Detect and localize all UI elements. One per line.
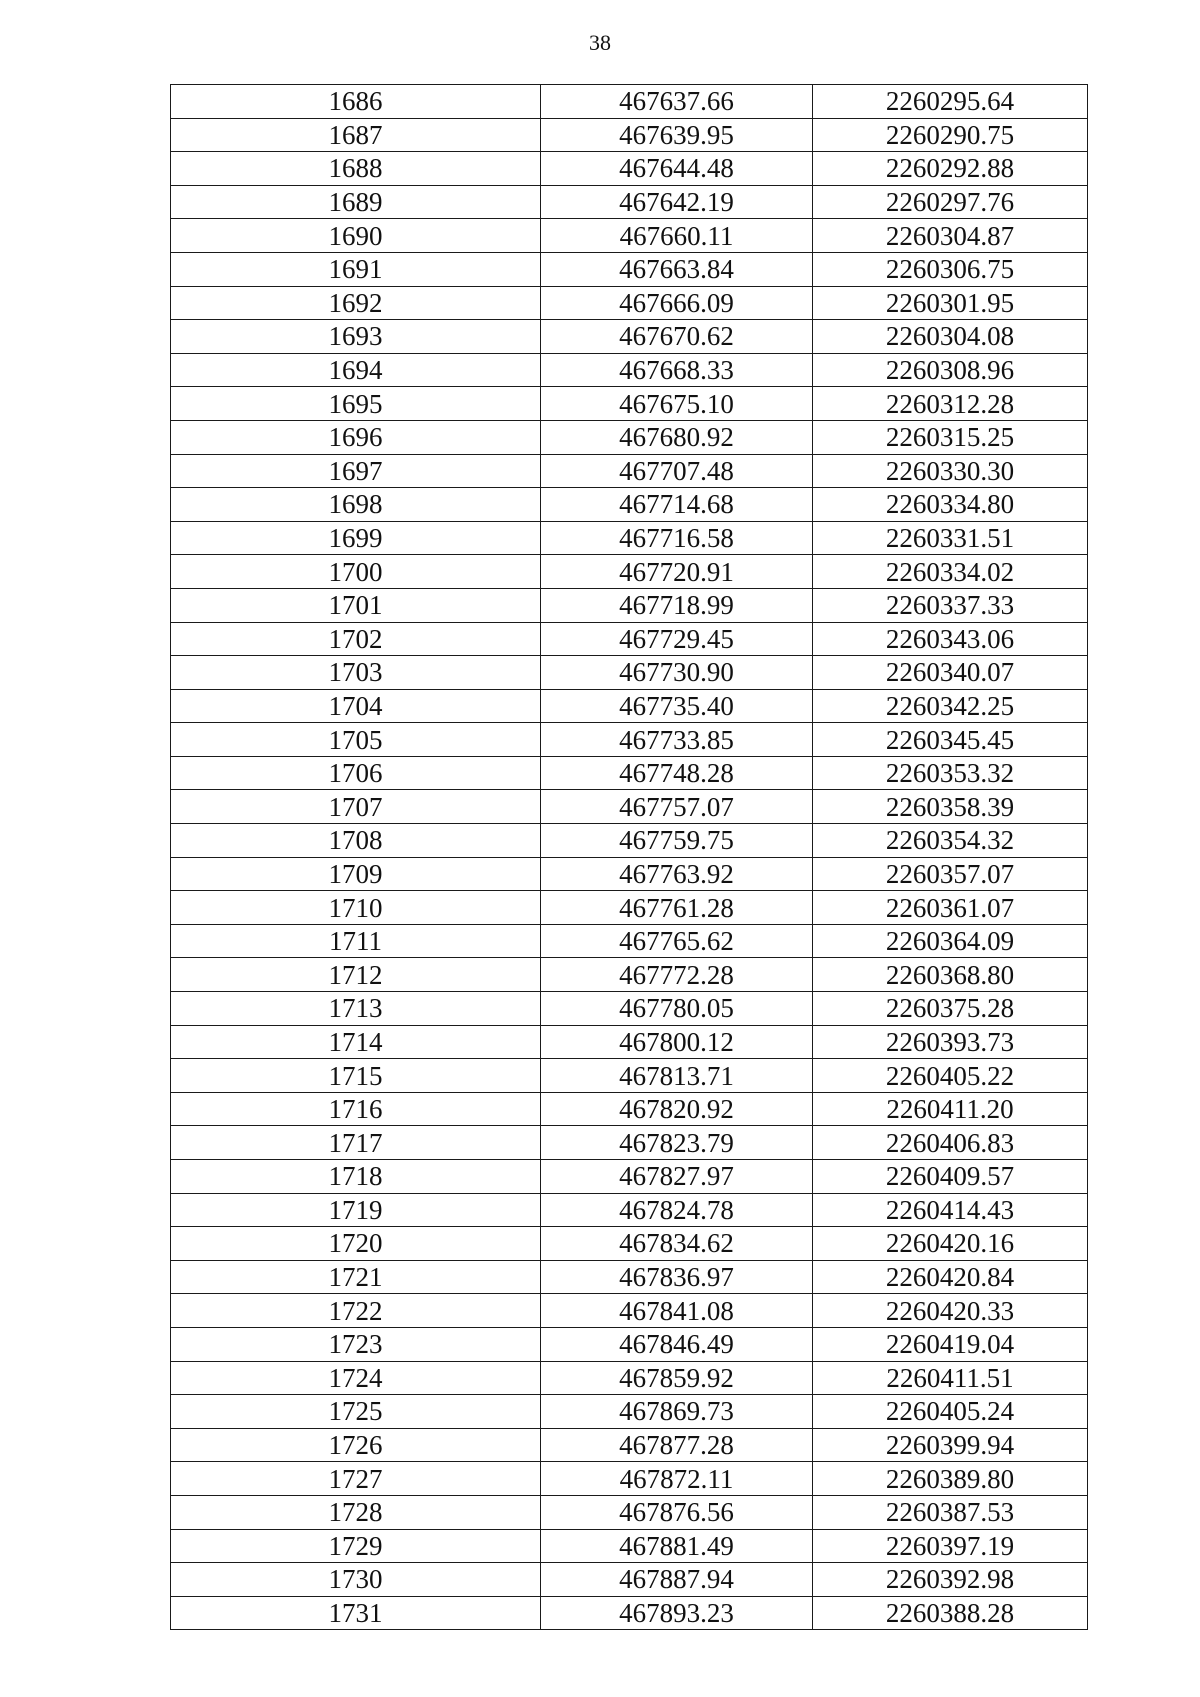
x-coordinate-cell: 467772.28	[541, 958, 813, 992]
table-row	[171, 756, 1088, 790]
table-row	[171, 152, 1088, 186]
table-row	[171, 790, 1088, 824]
y-coordinate-cell: 2260295.64	[813, 85, 1088, 119]
point-number-cell: 1729	[171, 1529, 541, 1563]
y-coordinate-cell: 2260290.75	[813, 118, 1088, 152]
table-row	[171, 588, 1088, 622]
y-coordinate-cell: 2260337.33	[813, 588, 1088, 622]
x-coordinate-cell: 467893.23	[541, 1596, 813, 1630]
page-number: 38	[589, 30, 611, 55]
table-row	[171, 656, 1088, 690]
table-row	[171, 185, 1088, 219]
y-coordinate-cell: 2260330.30	[813, 454, 1088, 488]
y-coordinate-cell: 2260342.25	[813, 689, 1088, 723]
y-coordinate-cell: 2260420.33	[813, 1294, 1088, 1328]
point-number-cell: 1723	[171, 1327, 541, 1361]
point-number-cell: 1717	[171, 1126, 541, 1160]
y-coordinate-cell: 2260343.06	[813, 622, 1088, 656]
x-coordinate-cell: 467663.84	[541, 252, 813, 286]
table-row	[171, 85, 1088, 119]
table-row	[171, 1563, 1088, 1597]
point-number-cell: 1713	[171, 992, 541, 1026]
x-coordinate-cell: 467707.48	[541, 454, 813, 488]
y-coordinate-cell: 2260405.22	[813, 1059, 1088, 1093]
table-row	[171, 1529, 1088, 1563]
y-coordinate-cell: 2260364.09	[813, 924, 1088, 958]
point-number-cell: 1705	[171, 723, 541, 757]
point-number-cell: 1724	[171, 1361, 541, 1395]
x-coordinate-cell: 467876.56	[541, 1495, 813, 1529]
y-coordinate-cell: 2260397.19	[813, 1529, 1088, 1563]
point-number-cell: 1715	[171, 1059, 541, 1093]
x-coordinate-cell: 467729.45	[541, 622, 813, 656]
y-coordinate-cell: 2260368.80	[813, 958, 1088, 992]
x-coordinate-cell: 467859.92	[541, 1361, 813, 1395]
y-coordinate-cell: 2260306.75	[813, 252, 1088, 286]
y-coordinate-cell: 2260304.87	[813, 219, 1088, 253]
x-coordinate-cell: 467639.95	[541, 118, 813, 152]
table-row	[171, 286, 1088, 320]
x-coordinate-cell: 467827.97	[541, 1160, 813, 1194]
x-coordinate-cell: 467637.66	[541, 85, 813, 119]
x-coordinate-cell: 467668.33	[541, 353, 813, 387]
x-coordinate-cell: 467670.62	[541, 320, 813, 354]
x-coordinate-cell: 467820.92	[541, 1092, 813, 1126]
table-row	[171, 1596, 1088, 1630]
x-coordinate-cell: 467720.91	[541, 555, 813, 589]
x-coordinate-cell: 467869.73	[541, 1395, 813, 1429]
y-coordinate-cell: 2260308.96	[813, 353, 1088, 387]
table-row	[171, 1160, 1088, 1194]
x-coordinate-cell: 467823.79	[541, 1126, 813, 1160]
point-number-cell: 1727	[171, 1462, 541, 1496]
point-number-cell: 1726	[171, 1428, 541, 1462]
table-row	[171, 1395, 1088, 1429]
y-coordinate-cell: 2260297.76	[813, 185, 1088, 219]
y-coordinate-cell: 2260357.07	[813, 857, 1088, 891]
table-row	[171, 219, 1088, 253]
x-coordinate-cell: 467824.78	[541, 1193, 813, 1227]
table-row	[171, 857, 1088, 891]
x-coordinate-cell: 467733.85	[541, 723, 813, 757]
y-coordinate-cell: 2260304.08	[813, 320, 1088, 354]
x-coordinate-cell: 467887.94	[541, 1563, 813, 1597]
point-number-cell: 1689	[171, 185, 541, 219]
x-coordinate-cell: 467872.11	[541, 1462, 813, 1496]
point-number-cell: 1701	[171, 588, 541, 622]
table-row	[171, 387, 1088, 421]
point-number-cell: 1720	[171, 1227, 541, 1261]
point-number-cell: 1700	[171, 555, 541, 589]
y-coordinate-cell: 2260334.80	[813, 488, 1088, 522]
table-row	[171, 1025, 1088, 1059]
point-number-cell: 1690	[171, 219, 541, 253]
point-number-cell: 1692	[171, 286, 541, 320]
point-number-cell: 1709	[171, 857, 541, 891]
point-number-cell: 1694	[171, 353, 541, 387]
table-row	[171, 1327, 1088, 1361]
x-coordinate-cell: 467763.92	[541, 857, 813, 891]
table-row	[171, 454, 1088, 488]
y-coordinate-cell: 2260406.83	[813, 1126, 1088, 1160]
table-row	[171, 521, 1088, 555]
point-number-cell: 1711	[171, 924, 541, 958]
x-coordinate-cell: 467813.71	[541, 1059, 813, 1093]
x-coordinate-cell: 467642.19	[541, 185, 813, 219]
x-coordinate-cell: 467800.12	[541, 1025, 813, 1059]
x-coordinate-cell: 467748.28	[541, 756, 813, 790]
x-coordinate-cell: 467761.28	[541, 891, 813, 925]
y-coordinate-cell: 2260334.02	[813, 555, 1088, 589]
point-number-cell: 1712	[171, 958, 541, 992]
y-coordinate-cell: 2260420.84	[813, 1260, 1088, 1294]
table-row	[171, 353, 1088, 387]
table-row	[171, 958, 1088, 992]
y-coordinate-cell: 2260354.32	[813, 824, 1088, 858]
point-number-cell: 1706	[171, 756, 541, 790]
y-coordinate-cell: 2260353.32	[813, 756, 1088, 790]
table-row	[171, 1227, 1088, 1261]
table-row	[171, 1059, 1088, 1093]
y-coordinate-cell: 2260331.51	[813, 521, 1088, 555]
x-coordinate-cell: 467877.28	[541, 1428, 813, 1462]
point-number-cell: 1699	[171, 521, 541, 555]
point-number-cell: 1686	[171, 85, 541, 119]
point-number-cell: 1714	[171, 1025, 541, 1059]
y-coordinate-cell: 2260361.07	[813, 891, 1088, 925]
point-number-cell: 1718	[171, 1160, 541, 1194]
y-coordinate-cell: 2260411.20	[813, 1092, 1088, 1126]
x-coordinate-cell: 467836.97	[541, 1260, 813, 1294]
table-row	[171, 1126, 1088, 1160]
table-row	[171, 1462, 1088, 1496]
point-number-cell: 1698	[171, 488, 541, 522]
x-coordinate-cell: 467735.40	[541, 689, 813, 723]
point-number-cell: 1703	[171, 656, 541, 690]
point-number-cell: 1704	[171, 689, 541, 723]
y-coordinate-cell: 2260292.88	[813, 152, 1088, 186]
coordinates-table-body	[171, 85, 1088, 1630]
point-number-cell: 1688	[171, 152, 541, 186]
y-coordinate-cell: 2260312.28	[813, 387, 1088, 421]
x-coordinate-cell: 467716.58	[541, 521, 813, 555]
y-coordinate-cell: 2260393.73	[813, 1025, 1088, 1059]
x-coordinate-cell: 467714.68	[541, 488, 813, 522]
table-row	[171, 1495, 1088, 1529]
table-row	[171, 420, 1088, 454]
y-coordinate-cell: 2260392.98	[813, 1563, 1088, 1597]
x-coordinate-cell: 467730.90	[541, 656, 813, 690]
x-coordinate-cell: 467675.10	[541, 387, 813, 421]
y-coordinate-cell: 2260345.45	[813, 723, 1088, 757]
y-coordinate-cell: 2260389.80	[813, 1462, 1088, 1496]
point-number-cell: 1716	[171, 1092, 541, 1126]
point-number-cell: 1691	[171, 252, 541, 286]
point-number-cell: 1730	[171, 1563, 541, 1597]
table-row	[171, 992, 1088, 1026]
y-coordinate-cell: 2260405.24	[813, 1395, 1088, 1429]
x-coordinate-cell: 467680.92	[541, 420, 813, 454]
y-coordinate-cell: 2260388.28	[813, 1596, 1088, 1630]
table-row	[171, 824, 1088, 858]
y-coordinate-cell: 2260387.53	[813, 1495, 1088, 1529]
table-row	[171, 320, 1088, 354]
y-coordinate-cell: 2260301.95	[813, 286, 1088, 320]
table-row	[171, 1092, 1088, 1126]
point-number-cell: 1695	[171, 387, 541, 421]
point-number-cell: 1708	[171, 824, 541, 858]
point-number-cell: 1707	[171, 790, 541, 824]
point-number-cell: 1731	[171, 1596, 541, 1630]
table-row	[171, 924, 1088, 958]
table-row	[171, 689, 1088, 723]
point-number-cell: 1697	[171, 454, 541, 488]
y-coordinate-cell: 2260414.43	[813, 1193, 1088, 1227]
y-coordinate-cell: 2260375.28	[813, 992, 1088, 1026]
table-row	[171, 1361, 1088, 1395]
table-row	[171, 1428, 1088, 1462]
point-number-cell: 1702	[171, 622, 541, 656]
x-coordinate-cell: 467780.05	[541, 992, 813, 1026]
x-coordinate-cell: 467757.07	[541, 790, 813, 824]
table-row	[171, 1294, 1088, 1328]
y-coordinate-cell: 2260315.25	[813, 420, 1088, 454]
point-number-cell: 1693	[171, 320, 541, 354]
point-number-cell: 1722	[171, 1294, 541, 1328]
table-row	[171, 1260, 1088, 1294]
x-coordinate-cell: 467765.62	[541, 924, 813, 958]
table-row	[171, 891, 1088, 925]
x-coordinate-cell: 467644.48	[541, 152, 813, 186]
coordinates-table	[170, 84, 1088, 1630]
table-row	[171, 622, 1088, 656]
y-coordinate-cell: 2260409.57	[813, 1160, 1088, 1194]
table-row	[171, 252, 1088, 286]
point-number-cell: 1725	[171, 1395, 541, 1429]
point-number-cell: 1710	[171, 891, 541, 925]
point-number-cell: 1719	[171, 1193, 541, 1227]
table-row	[171, 555, 1088, 589]
point-number-cell: 1721	[171, 1260, 541, 1294]
x-coordinate-cell: 467666.09	[541, 286, 813, 320]
y-coordinate-cell: 2260399.94	[813, 1428, 1088, 1462]
table-row	[171, 1193, 1088, 1227]
x-coordinate-cell: 467718.99	[541, 588, 813, 622]
y-coordinate-cell: 2260419.04	[813, 1327, 1088, 1361]
x-coordinate-cell: 467834.62	[541, 1227, 813, 1261]
y-coordinate-cell: 2260358.39	[813, 790, 1088, 824]
table-row	[171, 118, 1088, 152]
point-number-cell: 1728	[171, 1495, 541, 1529]
x-coordinate-cell: 467660.11	[541, 219, 813, 253]
x-coordinate-cell: 467881.49	[541, 1529, 813, 1563]
y-coordinate-cell: 2260340.07	[813, 656, 1088, 690]
x-coordinate-cell: 467841.08	[541, 1294, 813, 1328]
y-coordinate-cell: 2260411.51	[813, 1361, 1088, 1395]
point-number-cell: 1687	[171, 118, 541, 152]
table-row	[171, 723, 1088, 757]
point-number-cell: 1696	[171, 420, 541, 454]
y-coordinate-cell: 2260420.16	[813, 1227, 1088, 1261]
table-row	[171, 488, 1088, 522]
x-coordinate-cell: 467759.75	[541, 824, 813, 858]
x-coordinate-cell: 467846.49	[541, 1327, 813, 1361]
